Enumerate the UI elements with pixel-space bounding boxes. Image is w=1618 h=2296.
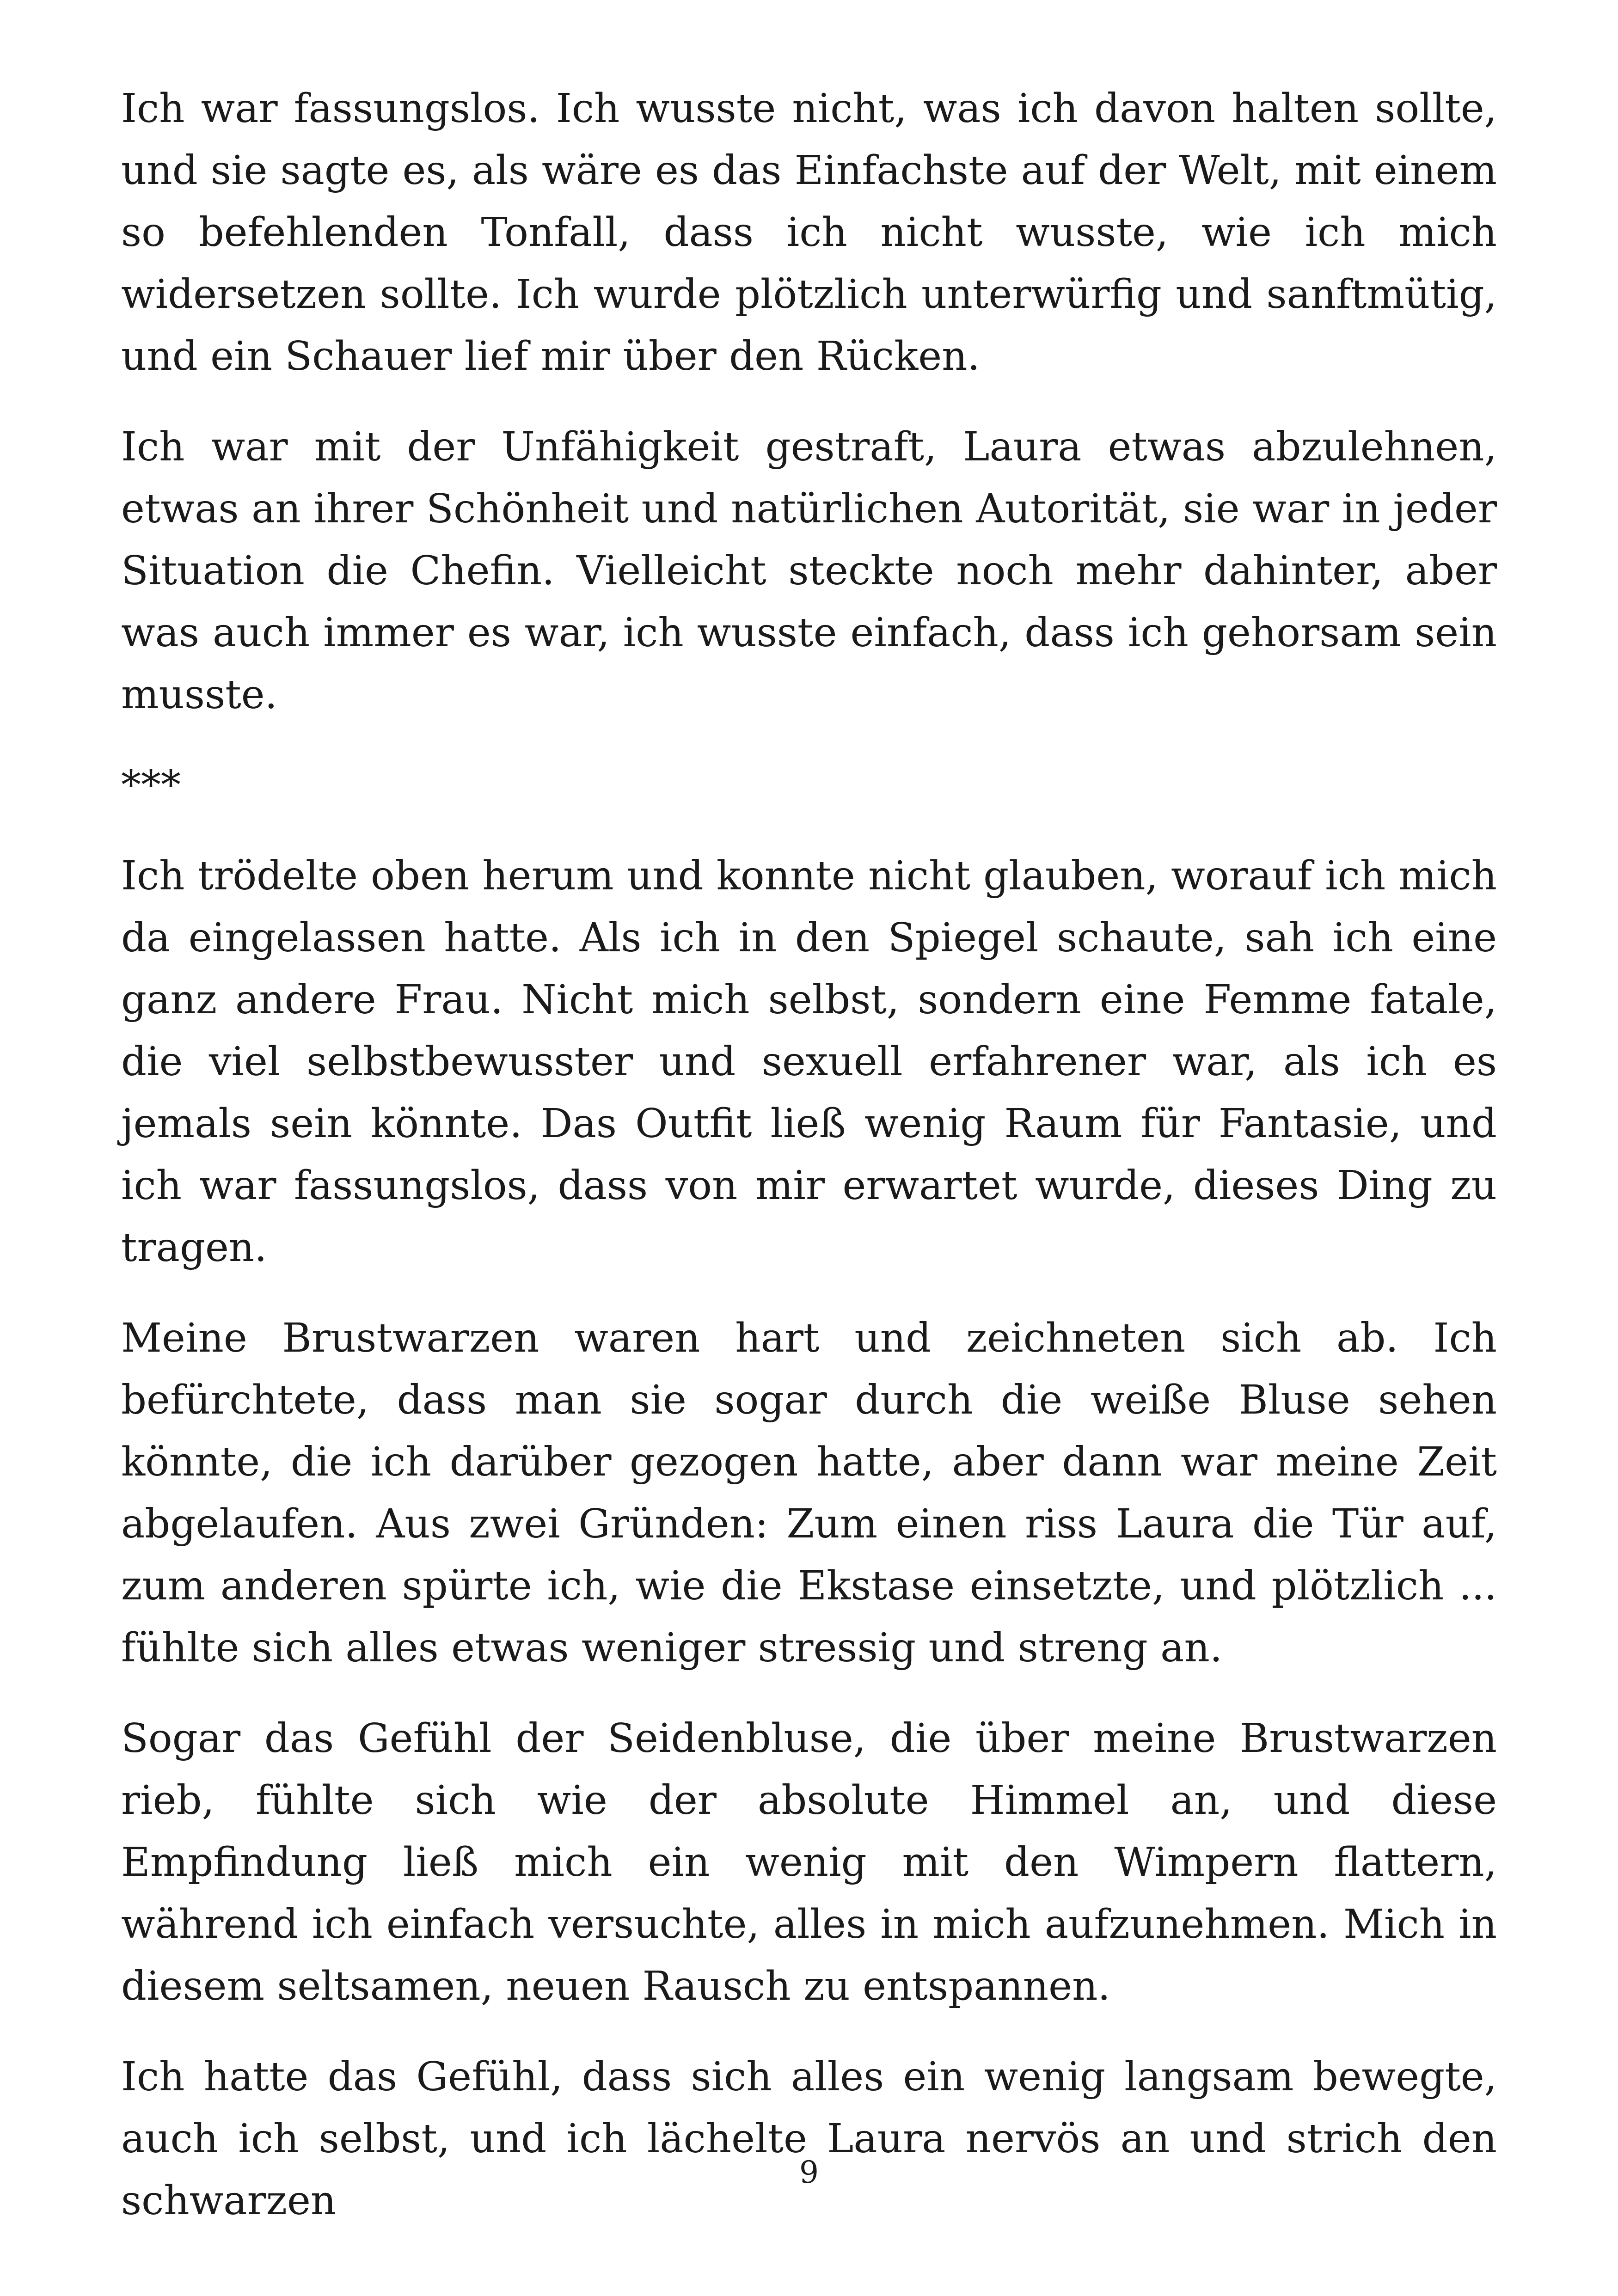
- paragraph-6: Ich hatte das Gefühl, dass sich alles ein wenig langsam bewegte, auch ich selbst, und ich lächelte Laura nervös an und strich den schwarzen: [121, 2054, 1497, 2224]
- paragraph-4: Meine Brustwarzen waren hart und zeichneten sich ab. Ich befürchtete, dass man sie sogar durch die weiße Bluse sehen könnte, die ich darüber gezogen hatte, aber dann war meine Zeit abgelaufen. Aus zwei Gründen: Zum einen riss Laura die Tür auf, zum anderen spürte ich, wie die Ekstase einsetzte, und plötzlich ... fühlte sich alles etwas weniger stressig und streng an.: [121, 1315, 1497, 1671]
- paragraph-3: Ich trödelte oben herum und konnte nicht glauben, worauf ich mich da eingelassen hatte. Als ich in den Spiegel schaute, sah ich eine ganz andere Frau. Nicht mich selbst, sondern eine Femme fatale, die viel selbstbewusster und sexuell erfahrener war, als ich es jemals sein könnte. Das Outfit ließ wenig Raum für Fantasie, und ich war fassungslos, dass von mir erwartet wurde, dieses Ding zu tragen.: [121, 853, 1497, 1271]
- scene-break: ***: [121, 762, 181, 808]
- paragraph-5: Sogar das Gefühl der Seidenbluse, die über meine Brustwarzen rieb, fühlte sich wie der absolute Himmel an, und diese Empfindung ließ mich ein wenig mit den Wimpern flattern, während ich einfach versuchte, alles in mich aufzunehmen. Mich in diesem seltsamen, neuen Rausch zu entspannen.: [121, 1715, 1497, 2009]
- paragraph-1: Ich war fassungslos. Ich wusste nicht, was ich davon halten sollte, und sie sagte es, als wäre es das Einfachste auf der Welt, mit einem so befehlenden Tonfall, dass ich nicht wusste, wie ich mich widersetzen sollte. Ich wurde plötzlich unterwürfig und sanftmütig, und ein Schauer lief mir über den Rücken.: [121, 86, 1497, 380]
- body-text: [121, 78, 1497, 2260]
- page-number: 9: [799, 2155, 819, 2190]
- paragraph-2: Ich war mit der Unfähigkeit gestraft, Laura etwas abzulehnen, etwas an ihrer Schönheit und natürlichen Autorität, sie war in jeder Situation die Chefin. Vielleicht steckte noch mehr dahinter, aber was auch immer es war, ich wusste einfach, dass ich gehorsam sein musste.: [121, 424, 1497, 718]
